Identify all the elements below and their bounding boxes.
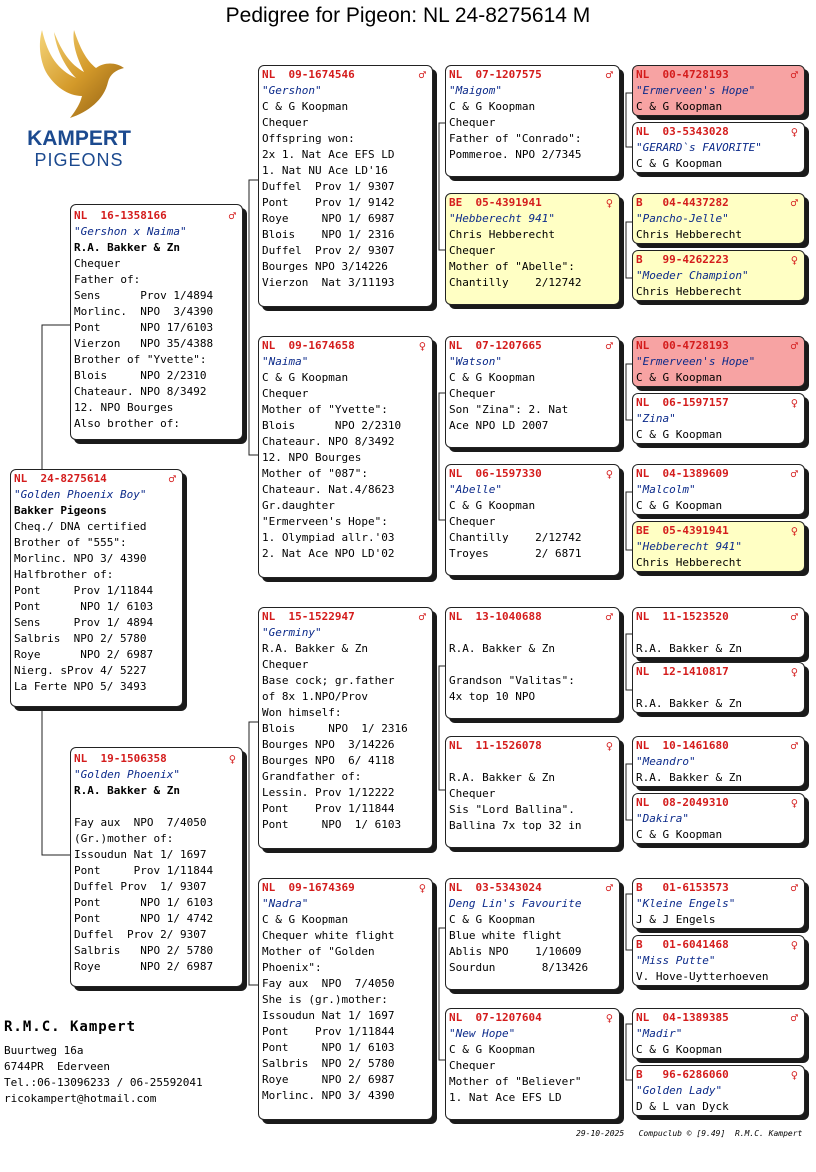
info-line: Chequer: [262, 658, 309, 671]
pigeon-name: "Germiny": [262, 626, 322, 639]
info-line: Duffel Prov 1/ 9307: [262, 180, 395, 193]
female-sex-icon: ♀: [790, 253, 798, 267]
gen3-pigeon-card[interactable]: [445, 607, 620, 719]
info-line: Pont Prov 1/11844: [262, 802, 395, 815]
subject-info-line: Pont Prov 1/11844: [14, 584, 154, 597]
info-line: Mother of "Yvette":: [262, 403, 388, 416]
info-line: 12. NPO Bourges: [262, 451, 362, 464]
male-sex-icon: ♂: [790, 881, 798, 895]
breeder-name: C & G Koopman: [636, 428, 723, 441]
pigeon-name: "GERARD`s FAVORITE": [636, 141, 762, 154]
gen3-pigeon-card[interactable]: [445, 65, 620, 177]
breeder-name: C & G Koopman: [636, 100, 723, 113]
female-sex-icon: ♀: [418, 881, 426, 895]
male-sex-icon: ♂: [418, 68, 426, 82]
info-line: 1. Nat Ace EFS LD: [449, 1091, 562, 1104]
breeder-name: Chris Hebberecht: [636, 228, 742, 241]
gen4-pigeon-card[interactable]: [632, 607, 805, 658]
gen4-pigeon-card[interactable]: [632, 193, 805, 244]
info-line: [449, 657, 616, 673]
pigeon-name: "Ermerveen's Hope": [636, 355, 756, 368]
sire-info-line: Morlinc. NPO 3/4390: [74, 305, 214, 318]
info-line: Pont NPO 1/ 6103: [262, 818, 402, 831]
breeder-name: C & G Koopman: [636, 371, 723, 384]
ring-number: B 96-6286060 ♀: [636, 1068, 798, 1082]
female-sex-icon: ♀: [605, 1011, 613, 1025]
ring-number: B 04-4437282 ♂: [636, 196, 798, 210]
pigeon-name: "Maigom": [449, 84, 502, 97]
info-line: Won himself:: [262, 706, 342, 719]
gen4-pigeon-card[interactable]: [632, 736, 805, 787]
owner-email[interactable]: ricokampert@hotmail.com: [4, 1092, 157, 1105]
female-sex-icon: ♀: [605, 196, 613, 210]
info-line: Roye NPO 1/ 6987: [262, 212, 395, 225]
info-line: Blue white flight: [449, 929, 562, 942]
sire-card[interactable]: [70, 204, 243, 440]
footer-print-info: 29-10-2025 Compuclub © [9.49] R.M.C. Kampert: [576, 1129, 803, 1138]
owner-name: R.M.C. Kampert: [4, 1019, 137, 1035]
info-line: 1. Olympiad allr.'03: [262, 531, 395, 544]
info-line: Bourges NPO 3/14226: [262, 260, 388, 273]
pigeon-name: "Miss Putte": [636, 954, 716, 967]
info-line: Blois NPO 1/ 2316: [262, 722, 408, 735]
breeder-name: R.A. Bakker & Zn: [262, 642, 368, 655]
female-sex-icon: ♀: [790, 396, 798, 410]
ring-number: NL 06-1597330 ♀: [449, 467, 613, 481]
dam-name: "Golden Phoenix": [74, 768, 180, 781]
info-line: Mother of "Golden: [262, 945, 375, 958]
ring-number: NL 00-4728193 ♂: [636, 339, 798, 353]
female-sex-icon: ♀: [790, 524, 798, 538]
subject-info-line: Halfbrother of:: [14, 568, 114, 581]
dam-info-line: Duffel Prov 2/ 9307: [74, 928, 207, 941]
info-line: Lessin. Prov 1/12222: [262, 786, 395, 799]
subject-info-line: Cheq./ DNA certified: [14, 520, 147, 533]
info-line: Blois NPO 2/2310: [262, 419, 402, 432]
female-sex-icon: ♀: [790, 1068, 798, 1082]
gen2-pigeon-card[interactable]: [258, 65, 433, 307]
info-line: Chateaur. Nat.4/8623: [262, 483, 395, 496]
info-line: Father of "Conrado":: [449, 132, 582, 145]
pigeon-name: "Nadra": [262, 897, 309, 910]
sire-info-line: Vierzon NPO 35/4388: [74, 337, 214, 350]
gen3-pigeon-card[interactable]: [445, 1008, 620, 1120]
gen2-pigeon-card[interactable]: [258, 607, 433, 849]
female-sex-icon: ♀: [790, 938, 798, 952]
breeder-name: C & G Koopman: [262, 913, 349, 926]
male-sex-icon: ♂: [418, 610, 426, 624]
ring-number: B 01-6041468 ♀: [636, 938, 798, 952]
pigeon-name: "Madir": [636, 1027, 683, 1040]
info-line: Chateaur. NPO 8/3492: [262, 435, 395, 448]
female-sex-icon: ♀: [790, 125, 798, 139]
ring-number: NL 04-1389385 ♂: [636, 1011, 798, 1025]
male-sex-icon: ♂: [228, 209, 236, 223]
breeder-name: C & G Koopman: [636, 828, 723, 841]
gen4-pigeon-card[interactable]: [632, 793, 805, 844]
pigeon-name: "Meandro": [636, 755, 696, 768]
female-sex-icon: ♀: [418, 339, 426, 353]
male-sex-icon: ♂: [790, 1011, 798, 1025]
breeder-name: C & G Koopman: [449, 913, 536, 926]
info-line: Grandson "Valitas":: [449, 674, 575, 687]
info-line: 4x top 10 NPO: [449, 690, 536, 703]
ring-number: NL 11-1523520 ♂: [636, 610, 798, 624]
pigeon-name: "Golden Lady": [636, 1084, 723, 1097]
dam-info-line: Issoudun Nat 1/ 1697: [74, 848, 207, 861]
pigeon-name: "Hebberecht 941": [636, 540, 742, 553]
male-sex-icon: ♂: [790, 610, 798, 624]
dam-info-line: Pont Prov 1/11844: [74, 864, 214, 877]
male-sex-icon: ♂: [605, 339, 613, 353]
gen4-pigeon-card[interactable]: [632, 336, 805, 387]
breeder-name: J & J Engels: [636, 913, 716, 926]
ring-number: NL 10-1461680 ♂: [636, 739, 798, 753]
info-line: Chequer: [262, 387, 309, 400]
pigeon-name: "Zina": [636, 412, 676, 425]
subject-info-line: Sens Prov 1/ 4894: [14, 616, 154, 629]
info-line: Bourges NPO 6/ 4118: [262, 754, 395, 767]
breeder-name: R.A. Bakker & Zn: [449, 642, 555, 655]
info-line: Chequer white flight: [262, 929, 395, 942]
gen4-pigeon-card[interactable]: [632, 662, 805, 713]
pigeon-name: "Dakira": [636, 812, 689, 825]
gen3-pigeon-card[interactable]: [445, 336, 620, 448]
info-line: Chequer: [449, 515, 496, 528]
sire-info-line: 12. NPO Bourges: [74, 401, 174, 414]
breeder-name: V. Hove-Uytterhoeven: [636, 970, 769, 983]
gen4-pigeon-card[interactable]: [632, 1065, 805, 1116]
info-line: Chantilly 2/12742: [449, 276, 582, 289]
info-line: Salbris NPO 2/ 5780: [262, 1057, 395, 1070]
pigeon-name: "New Hope": [449, 1027, 516, 1040]
info-line: Gr.daughter: [262, 499, 335, 512]
info-line: Phoenix":: [262, 961, 322, 974]
ring-number: NL 15-1522947 ♂: [262, 610, 426, 624]
female-sex-icon: ♀: [605, 467, 613, 481]
breeder-name: D & L van Dyck: [636, 1100, 729, 1113]
pigeon-name: "Kleine Engels": [636, 897, 736, 910]
breeder-name: C & G Koopman: [636, 499, 723, 512]
gen3-pigeon-card[interactable]: [445, 193, 620, 305]
info-line: 2. Nat Ace NPO LD'02: [262, 547, 395, 560]
info-line: Ace NPO LD 2007: [449, 419, 549, 432]
breeder-name: Chris Hebberecht: [636, 556, 742, 569]
ring-number: NL 12-1410817 ♀: [636, 665, 798, 679]
info-line: Offspring won:: [262, 132, 355, 145]
info-line: Grandfather of:: [262, 770, 362, 783]
dam-card[interactable]: [70, 747, 243, 987]
info-line: Chequer: [449, 116, 496, 129]
sire-info-line: Pont NPO 17/6103: [74, 321, 214, 334]
info-line: of 8x 1.NPO/Prov: [262, 690, 368, 703]
subject-info-line: Roye NPO 2/ 6987: [14, 648, 154, 661]
pigeon-name: "Naima": [262, 355, 309, 368]
male-sex-icon: ♂: [605, 68, 613, 82]
ring-number: NL 00-4728193 ♂: [636, 68, 798, 82]
info-line: Issoudun Nat 1/ 1697: [262, 1009, 395, 1022]
male-sex-icon: ♂: [168, 472, 176, 486]
info-line: Ballina 7x top 32 in: [449, 819, 582, 832]
male-sex-icon: ♂: [605, 881, 613, 895]
breeder-name: Chris Hebberecht: [449, 228, 555, 241]
sire-info-line: Blois NPO 2/2310: [74, 369, 207, 382]
breeder-name: C & G Koopman: [262, 100, 349, 113]
dam-info-line: Duffel Prov 1/ 9307: [74, 880, 207, 893]
dam-info-line: Fay aux NPO 7/4050: [74, 816, 207, 829]
subject-info-line: Nierg. sProv 4/ 5227: [14, 664, 147, 677]
info-line: Roye NPO 2/ 6987: [262, 1073, 395, 1086]
breeder-name: R.A. Bakker & Zn: [449, 771, 555, 784]
dam-ring-number: NL 19-1506358 ♀: [74, 752, 236, 766]
gen2-pigeon-card[interactable]: [258, 336, 433, 578]
dam-info-line: Pont NPO 1/ 4742: [74, 912, 214, 925]
female-sex-icon: ♀: [228, 752, 236, 766]
info-line: Pommeroe. NPO 2/7345: [449, 148, 582, 161]
male-sex-icon: ♂: [790, 196, 798, 210]
ring-number: NL 04-1389609 ♂: [636, 467, 798, 481]
info-line: Pont Prov 1/ 9142: [262, 196, 395, 209]
info-line: 2x 1. Nat Ace EFS LD: [262, 148, 395, 161]
info-line: She is (gr.)mother:: [262, 993, 388, 1006]
male-sex-icon: ♂: [790, 467, 798, 481]
breeder-name: R.A. Bakker & Zn: [636, 642, 742, 655]
dam-breeder: R.A. Bakker & Zn: [74, 784, 180, 797]
info-line: Bourges NPO 3/14226: [262, 738, 395, 751]
info-line: Mother of "Abelle":: [449, 260, 575, 273]
breeder-name: C & G Koopman: [262, 371, 349, 384]
ring-number: NL 11-1526078 ♀: [449, 739, 613, 753]
logo-text-pigeons: PIGEONS: [34, 150, 124, 170]
breeder-name: C & G Koopman: [636, 157, 723, 170]
subject-info-line: Morlinc. NPO 3/ 4390: [14, 552, 147, 565]
breeder-name: C & G Koopman: [636, 1043, 723, 1056]
pigeon-name: "Malcolm": [636, 483, 696, 496]
male-sex-icon: ♂: [790, 739, 798, 753]
dam-info-line: Roye NPO 2/ 6987: [74, 960, 214, 973]
dam-info-line: [74, 799, 239, 815]
subject-ring-number: NL 24-8275614 ♂: [14, 472, 176, 486]
breeder-name: R.A. Bakker & Zn: [636, 771, 742, 784]
gen4-pigeon-card[interactable]: [632, 521, 805, 572]
info-line: Troyes 2/ 6871: [449, 547, 582, 560]
sire-info-line: Chequer: [74, 257, 121, 270]
info-line: Chequer: [449, 387, 496, 400]
ring-number: B 99-4262223 ♀: [636, 253, 798, 267]
ring-number: NL 09-1674546 ♂: [262, 68, 426, 82]
gen3-pigeon-card[interactable]: [445, 736, 620, 848]
male-sex-icon: ♂: [790, 339, 798, 353]
gen4-pigeon-card[interactable]: [632, 878, 805, 929]
info-line: Chantilly 2/12742: [449, 531, 582, 544]
subject-pigeon-card[interactable]: [10, 469, 183, 707]
gen4-pigeon-card[interactable]: [632, 122, 805, 173]
pigeon-name: "Pancho-Jelle": [636, 212, 729, 225]
sire-info-line: Father of:: [74, 273, 141, 286]
info-line: Fay aux NPO 7/4050: [262, 977, 395, 990]
male-sex-icon: ♂: [605, 610, 613, 624]
info-line: Chequer: [449, 1059, 496, 1072]
pigeon-name: [449, 625, 616, 641]
female-sex-icon: ♀: [790, 665, 798, 679]
subject-breeder: Bakker Pigeons: [14, 504, 107, 517]
gen4-pigeon-card[interactable]: [632, 464, 805, 515]
ring-number: NL 07-1207575 ♂: [449, 68, 613, 82]
info-line: Ablis NPO 1/10609: [449, 945, 582, 958]
dam-info-line: (Gr.)mother of:: [74, 832, 174, 845]
gen3-pigeon-card[interactable]: [445, 464, 620, 576]
info-line: "Ermerveen's Hope":: [262, 515, 388, 528]
pigeon-name: "Watson": [449, 355, 502, 368]
info-line: Duffel Prov 2/ 9307: [262, 244, 395, 257]
ring-number: NL 07-1207604 ♀: [449, 1011, 613, 1025]
sire-name: "Gershon x Naima": [74, 225, 187, 238]
ring-number: NL 06-1597157 ♀: [636, 396, 798, 410]
subject-name: "Golden Phoenix Boy": [14, 488, 147, 501]
pigeon-name: "Abelle": [449, 483, 502, 496]
ring-number: NL 07-1207665 ♂: [449, 339, 613, 353]
info-line: Mother of "087":: [262, 467, 368, 480]
info-line: Morlinc. NPO 3/ 4390: [262, 1089, 395, 1102]
pigeon-name: [636, 680, 801, 696]
ring-number: NL 09-1674369 ♀: [262, 881, 426, 895]
pigeon-name: [636, 625, 801, 641]
sire-info-line: Also brother of:: [74, 417, 180, 430]
sire-info-line: Brother of "Yvette":: [74, 353, 207, 366]
breeder-name: C & G Koopman: [449, 371, 536, 384]
pigeon-name: "Hebberecht 941": [449, 212, 555, 225]
sire-ring-number: NL 16-1358166 ♂: [74, 209, 236, 223]
info-line: 1. Nat NU Ace LD'16: [262, 164, 388, 177]
pigeon-name: [449, 754, 616, 770]
subject-info-line: Brother of "555":: [14, 536, 127, 549]
subject-info-line: La Ferte NPO 5/ 3493: [14, 680, 147, 693]
info-line: Chequer: [449, 787, 496, 800]
breeder-name: R.A. Bakker & Zn: [636, 697, 742, 710]
female-sex-icon: ♀: [790, 796, 798, 810]
info-line: Sis "Lord Ballina".: [449, 803, 575, 816]
breeder-name: Chris Hebberecht: [636, 285, 742, 298]
info-line: Vierzon Nat 3/11193: [262, 276, 395, 289]
subject-info-line: Pont NPO 1/ 6103: [14, 600, 154, 613]
breeder-name: C & G Koopman: [449, 100, 536, 113]
info-line: Son "Zina": 2. Nat: [449, 403, 569, 416]
ring-number: NL 08-2049310 ♀: [636, 796, 798, 810]
gen4-pigeon-card[interactable]: [632, 935, 805, 986]
info-line: Chequer: [262, 116, 309, 129]
dam-info-line: Pont NPO 1/ 6103: [74, 896, 214, 909]
dam-info-line: Salbris NPO 2/ 5780: [74, 944, 214, 957]
gen4-pigeon-card[interactable]: [632, 393, 805, 444]
pigeon-name: "Ermerveen's Hope": [636, 84, 756, 97]
gen4-pigeon-card[interactable]: [632, 250, 805, 301]
sire-breeder: R.A. Bakker & Zn: [74, 241, 180, 254]
subject-info-line: Salbris NPO 2/ 5780: [14, 632, 147, 645]
ring-number: BE 05-4391941 ♀: [449, 196, 613, 210]
pigeon-name: "Moeder Champion": [636, 269, 749, 282]
info-line: Chequer: [449, 244, 496, 257]
owner-telephone: Tel.:06-13096233 / 06-25592041: [4, 1076, 203, 1089]
breeder-name: C & G Koopman: [449, 499, 536, 512]
page-title: Pedigree for Pigeon: NL 24-8275614 M: [225, 4, 591, 27]
info-line: Mother of "Believer": [449, 1075, 582, 1088]
ring-number: NL 09-1674658 ♀: [262, 339, 426, 353]
ring-number: NL 03-5343028 ♀: [636, 125, 798, 139]
ring-number: NL 13-1040688 ♂: [449, 610, 613, 624]
gen4-pigeon-card[interactable]: [632, 1008, 805, 1059]
gen3-pigeon-card[interactable]: [445, 878, 620, 990]
gen4-pigeon-card[interactable]: [632, 65, 805, 116]
male-sex-icon: ♂: [790, 68, 798, 82]
breeder-name: C & G Koopman: [449, 1043, 536, 1056]
info-line: Sourdun 8/13426: [449, 961, 589, 974]
logo-text-kampert: KAMPERT: [27, 127, 131, 150]
owner-city: 6744PR Ederveen: [4, 1060, 110, 1073]
ring-number: B 01-6153573 ♂: [636, 881, 798, 895]
sire-info-line: Chateaur. NPO 8/3492: [74, 385, 207, 398]
sire-info-line: Sens Prov 1/4894: [74, 289, 214, 302]
ring-number: NL 03-5343024 ♂: [449, 881, 613, 895]
pigeon-name: "Gershon": [262, 84, 322, 97]
info-line: Pont NPO 1/ 6103: [262, 1041, 395, 1054]
owner-street: Buurtweg 16a: [4, 1044, 84, 1057]
pigeon-name: Deng Lin's Favourite: [449, 897, 582, 910]
info-line: Pont Prov 1/11844: [262, 1025, 395, 1038]
info-line: Blois NPO 1/ 2316: [262, 228, 395, 241]
female-sex-icon: ♀: [605, 739, 613, 753]
info-line: Base cock; gr.father: [262, 674, 395, 687]
gen2-pigeon-card[interactable]: [258, 878, 433, 1120]
ring-number: BE 05-4391941 ♀: [636, 524, 798, 538]
